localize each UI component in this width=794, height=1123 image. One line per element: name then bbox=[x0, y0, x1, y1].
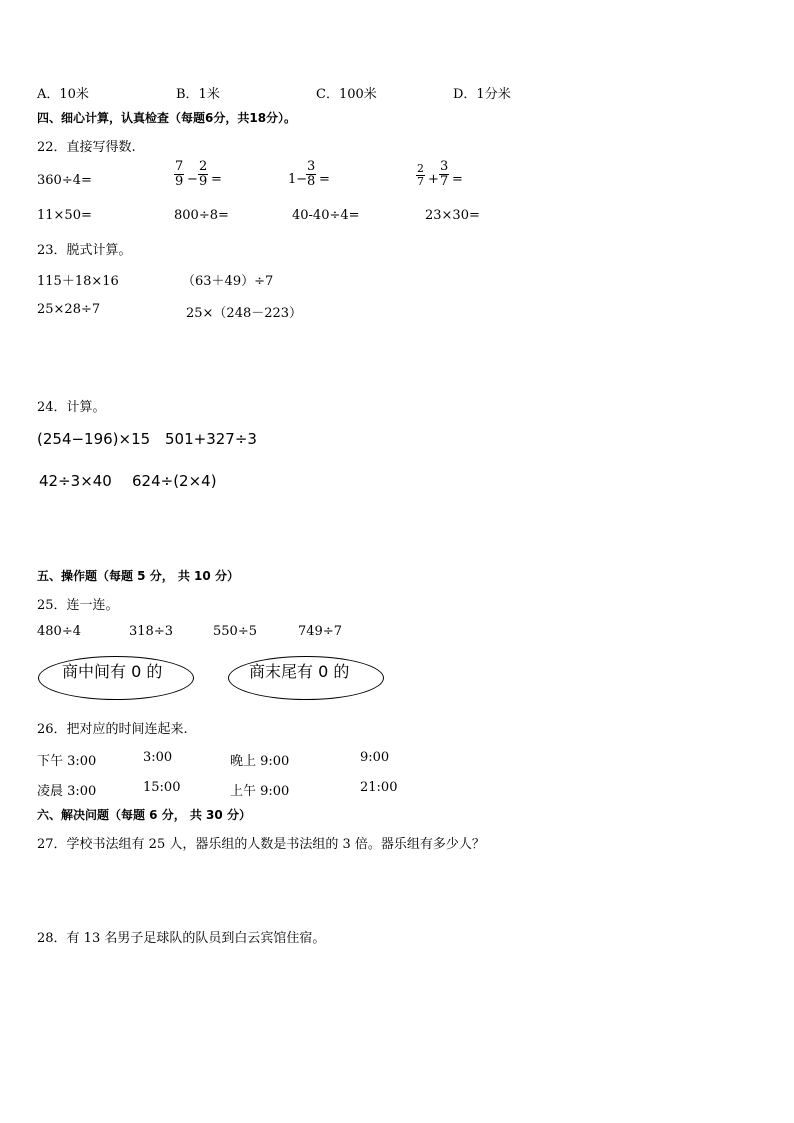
q26-right-1: 9:00 bbox=[360, 750, 390, 765]
fraction: 2 9 bbox=[199, 159, 208, 189]
q22-expr-7: 40-40÷4= bbox=[292, 208, 360, 223]
section-6-heading: 六、解决问题（每题 6 分， 共 30 分） bbox=[37, 808, 251, 822]
q22-prompt: 22．直接写得数. bbox=[37, 140, 136, 155]
q23-expr-1: 115＋18×16 bbox=[37, 274, 119, 289]
oval-label-middle: 商中间有 0 的 bbox=[62, 662, 163, 681]
q26-right-label-2: 上午 9:00 bbox=[230, 784, 290, 799]
fraction: 2 7 bbox=[417, 162, 424, 188]
q23-prompt: 23．脱式计算。 bbox=[37, 243, 132, 258]
q24-expr-2: 501+327÷3 bbox=[165, 430, 257, 448]
option-d: D．1分米 bbox=[453, 87, 511, 102]
section-4-heading: 四、细心计算，认真检查（每题6分，共18分）。 bbox=[37, 111, 297, 125]
q25-prompt: 25．连一连。 bbox=[37, 598, 119, 613]
q24-prompt: 24．计算。 bbox=[37, 400, 106, 415]
q25-item-3: 550÷5 bbox=[213, 624, 257, 639]
q26-left-2: 凌晨 3:00 bbox=[37, 784, 97, 799]
q22-expr-8: 23×30= bbox=[425, 208, 480, 223]
q27-text: 27．学校书法组有 25 人，器乐组的人数是书法组的 3 倍。器乐组有多少人？ bbox=[37, 837, 485, 852]
q24-expr-3: 42÷3×40 bbox=[39, 472, 112, 490]
q23-expr-2: （63＋49）÷7 bbox=[182, 274, 274, 289]
q25-item-4: 749÷7 bbox=[298, 624, 342, 639]
fraction: 3 8 bbox=[307, 159, 316, 189]
q22-expr-5: 11×50= bbox=[37, 208, 92, 223]
q28-text: 28．有 13 名男子足球队的队员到白云宾馆住宿。 bbox=[37, 931, 326, 946]
q22-expr-6: 800÷8= bbox=[174, 208, 229, 223]
q26-mid-2: 15:00 bbox=[143, 780, 181, 795]
q26-right-2: 21:00 bbox=[360, 780, 398, 795]
option-c: C．100米 bbox=[316, 87, 377, 102]
q22-expr-1: 360÷4= bbox=[37, 173, 92, 188]
q26-right-label-1: 晚上 9:00 bbox=[230, 754, 290, 769]
fraction: 7 9 bbox=[175, 159, 184, 189]
fraction: 3 7 bbox=[440, 159, 449, 189]
q23-expr-4: 25×（248－223） bbox=[186, 306, 303, 321]
section-5-heading: 五、操作题（每题 5 分， 共 10 分） bbox=[37, 569, 239, 583]
q23-expr-3: 25×28÷7 bbox=[37, 302, 101, 317]
q24-expr-1: (254−196)×15 bbox=[37, 430, 151, 448]
option-b: B．1米 bbox=[176, 87, 220, 102]
q25-item-2: 318÷3 bbox=[129, 624, 173, 639]
option-a: A．10米 bbox=[37, 87, 89, 102]
q26-prompt: 26．把对应的时间连起来. bbox=[37, 722, 188, 737]
oval-label-end: 商末尾有 0 的 bbox=[249, 662, 350, 681]
q26-left-1: 下午 3:00 bbox=[37, 754, 97, 769]
q25-item-1: 480÷4 bbox=[37, 624, 81, 639]
q24-expr-4: 624÷(2×4) bbox=[132, 472, 217, 490]
q26-mid-1: 3:00 bbox=[143, 750, 173, 765]
